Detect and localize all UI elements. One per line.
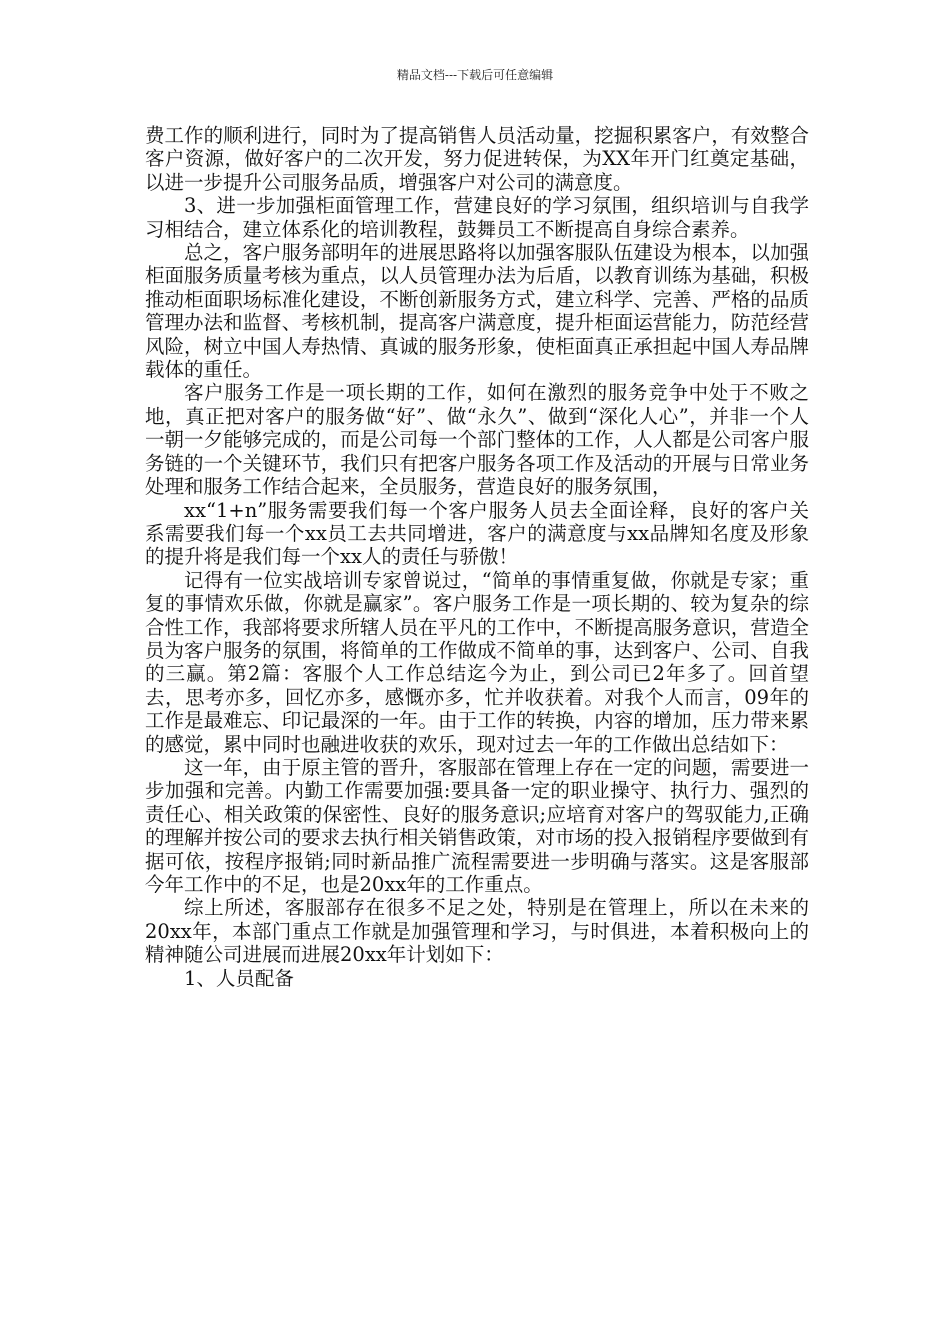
paragraph-9: 1、人员配备 bbox=[184, 966, 294, 990]
document-body bbox=[145, 124, 809, 990]
paragraph-3: 总之，客户服务部明年的进展思路将以加强客服队伍建设为根本，以加强柜面服务质量考核为重点，以人员管理办法为后盾，以教育训练为基础，积极推动柜面职场标准化建设，不断创新服务方式，建立科学、完善、严格的品质管理办法和监督、考核机制，提高客户满意度，提升柜面运营能力，防范经营风险，树立中国人寿热情、真诚的服务形象，使柜面真正承担起中国人寿品牌载体的重任。 bbox=[145, 241, 809, 382]
paragraph-2: 3、进一步加强柜面管理工作，营建良好的学习氛围，组织培训与自我学习相结合，建立体系化的培训教程，鼓舞员工不断提高自身综合素养。 bbox=[145, 194, 809, 241]
paragraph-4: 客户服务工作是一项长期的工作，如何在激烈的服务竞争中处于不败之地，真正把对客户的服务做“好”、做“永久”、做到“深化人心”，并非一个人一朝一夕能够完成的，而是公司每一个部门整体的工作，人人都是公司客户服务链的一个关键环节，我们只有把客户服务各项工作及活动的开展与日常业务处理和服务工作结合起来，全员服务，营造良好的服务氛围， bbox=[145, 381, 809, 499]
paragraph-6: 记得有一位实战培训专家曾说过，“简单的事情重复做，你就是专家；重复的事情欢乐做，你就是赢家”。客户服务工作是一项长期的、较为复杂的综合性工作，我部将要求所辖人员在平凡的工作中，不断提高服务意识，营造全员为客户服务的氛围，将简单的工作做成不简单的事，达到客户、公司、自我的三赢。第2篇：客服个人工作总结迄今为止，到公司已2年多了。回首望去，思考亦多，回忆亦多，感慨亦多，忙并收获着。对我个人而言，09年的工作是最难忘、印记最深的一年。由于工作的转换，内容的增加，压力带来累的感觉，累中同时也融进收获的欢乐，现对过去一年的工作做出总结如下： bbox=[145, 568, 809, 756]
paragraph-7: 这一年，由于原主管的晋升，客服部在管理上存在一定的问题，需要进一步加强和完善。内勤工作需要加强:要具备一定的职业操守、执行力、强烈的责任心、相关政策的保密性、良好的服务意识;应培育对客户的驾驭能力,正确的理解并按公司的要求去执行相关销售政策，对市场的投入报销程序要做到有据可依，按程序报销;同时新品推广流程需要进一步明确与落实。这是客服部今年工作中的不足，也是20xx年的工作重点。 bbox=[145, 755, 809, 896]
paragraph-8: 综上所述，客服部存在很多不足之处，特别是在管理上，所以在未来的20xx年，本部门重点工作就是加强管理和学习，与时俱进，本着积极向上的精神随公司进展而进展20xx年计划如下： bbox=[145, 896, 809, 967]
page-header: 精品文档---下载后可任意编辑 bbox=[396, 68, 554, 82]
paragraph-1: 费工作的顺利进行，同时为了提高销售人员活动量，挖掘积累客户，有效整合客户资源，做好客户的二次开发，努力促进转保，为XX年开门红奠定基础，以进一步提升公司服务品质，增强客户对公司的满意度。 bbox=[145, 124, 809, 194]
paragraph-5: xx“1+n”服务需要我们每一个客户服务人员去全面诠释，良好的客户关系需要我们每一个xx员工去共同增进，客户的满意度与xx品牌知名度及形象的提升将是我们每一个xx人的责任与骄傲！ bbox=[145, 498, 809, 569]
